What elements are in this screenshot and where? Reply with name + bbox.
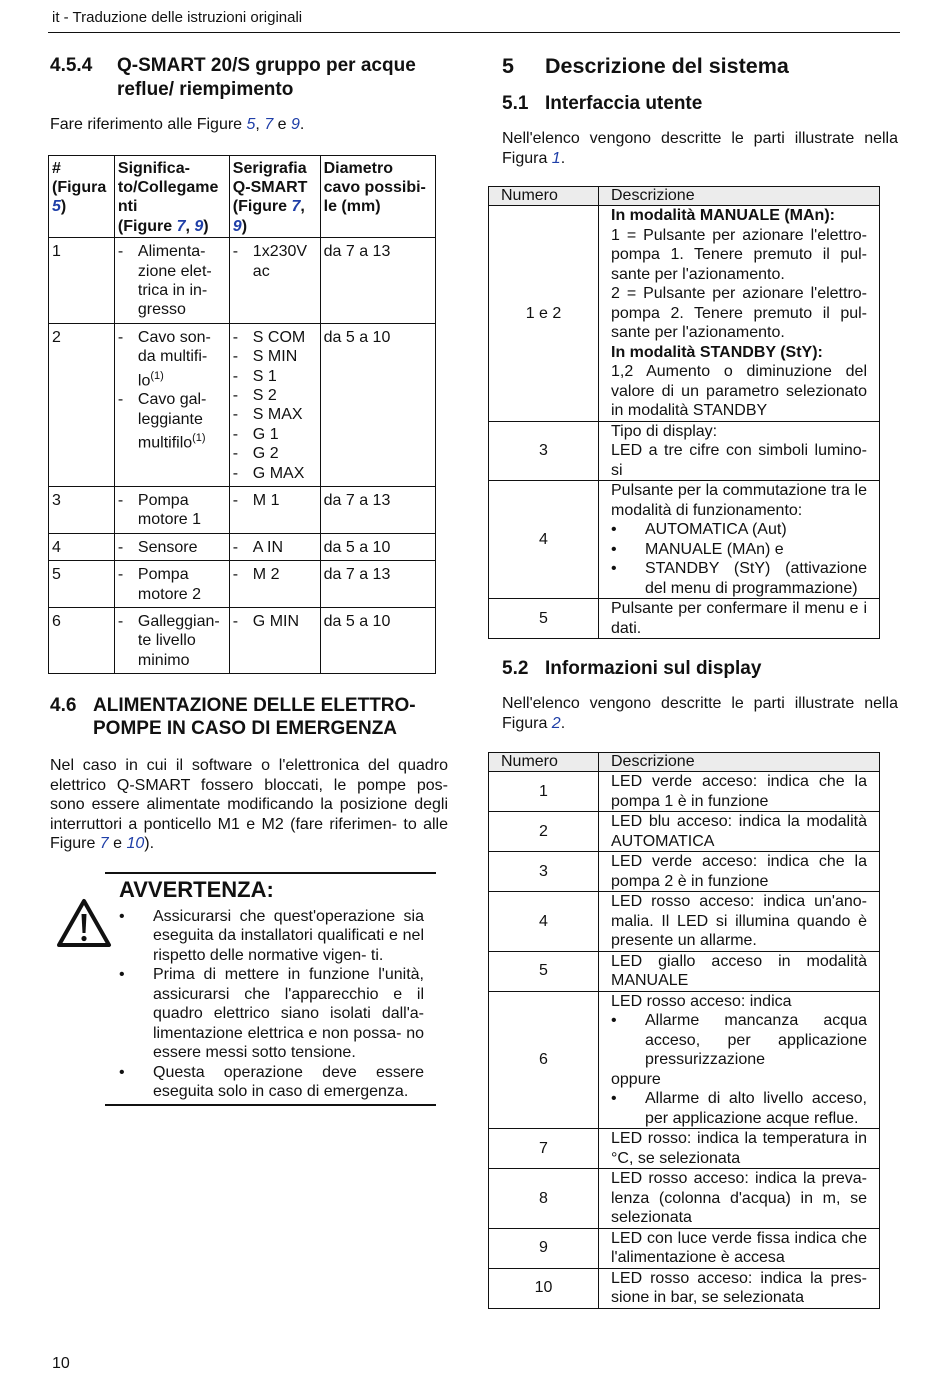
list-item: - A IN (233, 538, 317, 557)
period: . (299, 116, 305, 133)
cell-description: LED rosso acceso: indica la preva- lenza (colonna d'acqua) in m, se selezionata (599, 1169, 880, 1229)
title-line: reflue/ riempimento (117, 79, 294, 100)
cell-number: 4 (489, 481, 599, 599)
description-text: LED a tre cifre con simboli lumino- si (611, 442, 867, 479)
table-row (489, 206, 880, 422)
cell-number: 10 (489, 1268, 599, 1308)
cell-number: 1 (489, 772, 599, 812)
separator: e (108, 835, 127, 853)
list-item: - Pompa motore 1 (118, 491, 226, 530)
cell-meaning (114, 608, 229, 674)
table-row (489, 481, 880, 599)
section-5-1-heading (502, 92, 898, 116)
column-header-description: Descrizione (599, 187, 880, 206)
warning-box (105, 872, 436, 1106)
item-text: Cavo son- da multifi- lo (137, 328, 211, 389)
list-item: - S 1 (233, 367, 317, 386)
list-item: - G MIN (233, 612, 317, 631)
cell-number: 5 (49, 561, 115, 608)
table-row (489, 812, 880, 852)
title-line: Q-SMART 20/S gruppo per acque (117, 55, 416, 76)
cell-description: LED rosso acceso: indica un'ano- malia. Il LED si illumina quando è presente un allarme. (599, 892, 880, 952)
header-text: ) (60, 198, 67, 216)
header-text: Diametro (323, 159, 393, 177)
footnote-ref: (1) (150, 369, 164, 382)
cell-print (229, 533, 320, 560)
section-title (117, 54, 416, 102)
cell-diameter: da 7 a 13 (320, 238, 435, 324)
table-row (489, 421, 880, 481)
figure-link[interactable]: 9 (194, 217, 204, 235)
section-number: 4.5.4 (50, 55, 93, 76)
section-title: Interfaccia utente (545, 93, 703, 114)
table-row (489, 772, 880, 812)
cell-description: LED verde acceso: indica che la pompa 1 è in funzione (599, 772, 880, 812)
figure-link[interactable]: 7 (176, 217, 186, 235)
cell-number: 2 (489, 812, 599, 852)
cell-number: 2 (49, 323, 115, 486)
figure-link[interactable]: 1 (551, 149, 561, 167)
section-5-2-intro (502, 694, 898, 733)
mode-title: In modalità MANUALE (MAn): (611, 207, 835, 224)
column-header-diameter (320, 155, 435, 238)
section-5-2-heading (502, 657, 898, 681)
table-row (49, 323, 436, 486)
list-item: - G MAX (233, 464, 317, 483)
table-header-row (489, 753, 880, 772)
cell-description (599, 481, 880, 599)
user-interface-table (488, 186, 880, 639)
section-number: 5.2 (502, 658, 529, 679)
body-text: ). (144, 835, 155, 853)
cell-print (229, 238, 320, 324)
header-rule (48, 32, 900, 33)
section-4-5-4-heading (50, 54, 448, 102)
cell-diameter: da 5 a 10 (320, 533, 435, 560)
table-row (489, 951, 880, 991)
warning-item: • Assicurarsi che quest'operazione sia eseguita da installatori qualificati e nel rispetto delle normative vigen- ti. (105, 907, 436, 966)
cell-description: LED verde acceso: indica che la pompa 2 è in funzione (599, 852, 880, 892)
section-4-5-4-intro (50, 115, 448, 135)
list-item: • STANDBY (StY) (attivazione del menu di programmazione) (611, 559, 867, 598)
mode-title: In modalità STANDBY (StY): (611, 343, 823, 361)
cell-meaning (114, 561, 229, 608)
list-item (118, 328, 226, 391)
cell-description: LED rosso: indica la temperatura in °C, se selezionata (599, 1129, 880, 1169)
warning-icon (56, 898, 112, 948)
list-item: - S COM (233, 328, 317, 347)
section-4-6-body (50, 756, 448, 854)
header-text: ) (203, 217, 209, 235)
page-header: it - Traduzione delle istruzioni originali (52, 9, 303, 26)
mode-list (611, 520, 867, 598)
description-text: 2 = Pulsante per azionare l'elettro- pompa 2. Tenere premuto il pul- sante per l'azionamento. (611, 285, 867, 341)
column-header-number (49, 155, 115, 238)
section-title: Descrizione del sistema (545, 54, 789, 78)
list-item: - 1x230V ac (233, 242, 317, 281)
table-row (49, 533, 436, 560)
cell-number: 7 (489, 1129, 599, 1169)
header-text: cavo possibi- (323, 178, 426, 196)
section-number: 5 (502, 54, 514, 78)
right-column (502, 52, 898, 1309)
list-item: - G 1 (233, 425, 317, 444)
intro-text: Fare riferimento alle Figure (50, 116, 247, 133)
cell-print (229, 323, 320, 486)
cell-number: 4 (49, 533, 115, 560)
cell-number: 9 (489, 1228, 599, 1268)
header-text: Significa- (117, 159, 190, 177)
cell-diameter: da 7 a 13 (320, 561, 435, 608)
cell-meaning (114, 238, 229, 324)
header-text: # (52, 159, 61, 177)
cell-description (599, 991, 880, 1129)
connections-table (48, 155, 436, 675)
cell-number: 6 (489, 991, 599, 1129)
cell-description (599, 206, 880, 422)
cell-description: LED con luce verde fissa indica che l'alimentazione è accesa (599, 1228, 880, 1268)
page-number: 10 (52, 1355, 70, 1372)
table-header-row (49, 155, 436, 238)
table-row (49, 608, 436, 674)
cell-number: 1 e 2 (489, 206, 599, 422)
cell-diameter: da 5 a 10 (320, 323, 435, 486)
body-text: Nel caso in cui il software o l'elettronica del quadro elettrico Q-SMART fossero bloccati, le pompe pos- sono essere alimentate modificando la posizione degli interruttori a ponticello M1 e M2 (fare riferimen- to alle Figure (50, 757, 448, 853)
cell-meaning (114, 487, 229, 534)
cell-number: 3 (489, 421, 599, 481)
figure-link[interactable]: 7 (291, 198, 301, 216)
cell-print (229, 608, 320, 674)
section-title (93, 694, 416, 740)
list-item: • Allarme mancanza acqua acceso, per applicazione pressurizzazione (611, 1011, 867, 1070)
intro-text: Nell'elenco vengono descritte le parti illustrate nella Figura (502, 695, 898, 732)
list-item: - Pompa motore 2 (118, 565, 226, 604)
table-header-row (489, 187, 880, 206)
section-4-6-heading (50, 694, 448, 740)
section-number: 5.1 (502, 93, 529, 114)
table-row (489, 852, 880, 892)
header-text: to/Collegame (117, 178, 219, 196)
cell-diameter: da 7 a 13 (320, 487, 435, 534)
header-text: , (185, 217, 195, 235)
alarm-list (611, 1089, 867, 1128)
warning-block (50, 872, 436, 1124)
header-text: Q-SMART (232, 178, 308, 196)
list-item (118, 390, 226, 453)
list-item: - S MAX (233, 405, 317, 424)
header-text: (Figura (52, 178, 107, 196)
figure-link[interactable]: 9 (291, 116, 300, 133)
list-item: - Alimenta- zione elet- trica in in- gresso (118, 242, 226, 320)
list-item: • MANUALE (MAn) e (611, 540, 867, 560)
cell-description (599, 421, 880, 481)
cell-number: 5 (489, 951, 599, 991)
cell-number: 6 (49, 608, 115, 674)
list-item: • Allarme di alto livello acceso, per applicazione acque reflue. (611, 1089, 867, 1128)
figure-link[interactable]: 7 (99, 835, 109, 853)
figure-link[interactable]: 2 (551, 714, 561, 732)
table-row (489, 1169, 880, 1229)
cell-description: Pulsante per confermare il menu e i dati. (599, 599, 880, 639)
column-header-meaning (114, 155, 229, 238)
table-row (49, 561, 436, 608)
cell-description: LED rosso acceso: indica la pres- sione in bar, se selezionata (599, 1268, 880, 1308)
header-text: (Figure (232, 198, 292, 216)
header-text: (Figure (117, 217, 177, 235)
header-text: le (mm) (323, 198, 381, 216)
cell-number: 8 (489, 1169, 599, 1229)
list-item: - M 1 (233, 491, 317, 510)
cell-diameter: da 5 a 10 (320, 608, 435, 674)
cell-number: 3 (49, 487, 115, 534)
list-item: - M 2 (233, 565, 317, 584)
header-text: , (300, 198, 305, 216)
list-item: - S 2 (233, 386, 317, 405)
list-item: - G 2 (233, 444, 317, 463)
description-text: Pulsante per la commutazione tra le modalità di funzionamento: (611, 482, 867, 519)
figure-link[interactable]: 7 (264, 116, 274, 133)
list-item: - Sensore (118, 538, 226, 557)
column-header-print (229, 155, 320, 238)
header-text: Serigrafia (232, 159, 307, 177)
left-column (50, 52, 448, 1124)
table-row (489, 1129, 880, 1169)
table-row (489, 991, 880, 1129)
column-header-description: Descrizione (599, 753, 880, 772)
period: . (560, 149, 566, 167)
footnote-ref: (1) (192, 432, 206, 445)
header-text: ) (241, 217, 248, 235)
cell-number: 3 (489, 852, 599, 892)
section-5-1-intro (502, 129, 898, 168)
cell-number: 5 (489, 599, 599, 639)
table-row (489, 1228, 880, 1268)
header-text: nti (117, 198, 138, 216)
description-text: 1 = Pulsante per azionare l'elettro- pompa 1. Tenere premuto il pul- sante per l'azionamento. (611, 226, 867, 283)
description-text: LED rosso acceso: indica (611, 992, 792, 1010)
section-5-heading (502, 52, 898, 80)
cell-description: LED blu acceso: indica la modalità AUTOMATICA (599, 812, 880, 852)
period: . (560, 714, 566, 732)
separator: , (255, 116, 265, 133)
column-header-number: Numero (489, 187, 599, 206)
table-row (489, 1268, 880, 1308)
figure-link[interactable]: 9 (232, 217, 242, 235)
warning-item: • Prima di mettere in funzione l'unità, assicurarsi che l'apparecchio e il quadro elettrico siano isolati dall'a- limentazione elettrica e non possa- no essere messi sotto tensione. (105, 965, 436, 1063)
alarm-list (611, 1011, 867, 1070)
list-item: - S MIN (233, 347, 317, 366)
cell-number: 1 (49, 238, 115, 324)
item-text: Cavo gal- leggiante multifilo (137, 391, 207, 452)
figure-link[interactable]: 10 (126, 835, 145, 853)
description-text: 1,2 Aumento o diminuzione del valore di un parametro selezionato in modalità STANDBY (611, 363, 867, 419)
list-item: • AUTOMATICA (Aut) (611, 520, 867, 540)
cell-meaning (114, 533, 229, 560)
warning-item: • Questa operazione deve essere eseguita solo in caso di emergenza. (105, 1063, 436, 1102)
table-row (49, 487, 436, 534)
section-number: 4.6 (50, 695, 77, 717)
description-text: oppure (611, 1070, 661, 1088)
display-info-table (488, 752, 880, 1309)
separator: e (273, 116, 292, 133)
cell-number: 4 (489, 892, 599, 952)
title-line: POMPE IN CASO DI EMERGENZA (93, 718, 398, 740)
warning-list (105, 907, 436, 1102)
warning-title: AVVERTENZA: (119, 876, 274, 902)
figure-link[interactable]: 5 (246, 116, 256, 133)
description-text: Tipo di display: (611, 422, 718, 440)
title-line: ALIMENTAZIONE DELLE ELETTRO- (93, 695, 416, 717)
figure-link[interactable]: 5 (52, 198, 61, 216)
cell-meaning (114, 323, 229, 486)
table-row (49, 238, 436, 324)
section-title: Informazioni sul display (545, 658, 762, 679)
intro-text: Nell'elenco vengono descritte le parti illustrate nella Figura (502, 130, 898, 167)
list-item: - Galleggian- te livello minimo (118, 612, 226, 670)
cell-print (229, 487, 320, 534)
table-row (489, 892, 880, 952)
cell-print (229, 561, 320, 608)
column-header-number: Numero (489, 753, 599, 772)
cell-description: LED giallo acceso in modalità MANUALE (599, 951, 880, 991)
table-row (489, 599, 880, 639)
